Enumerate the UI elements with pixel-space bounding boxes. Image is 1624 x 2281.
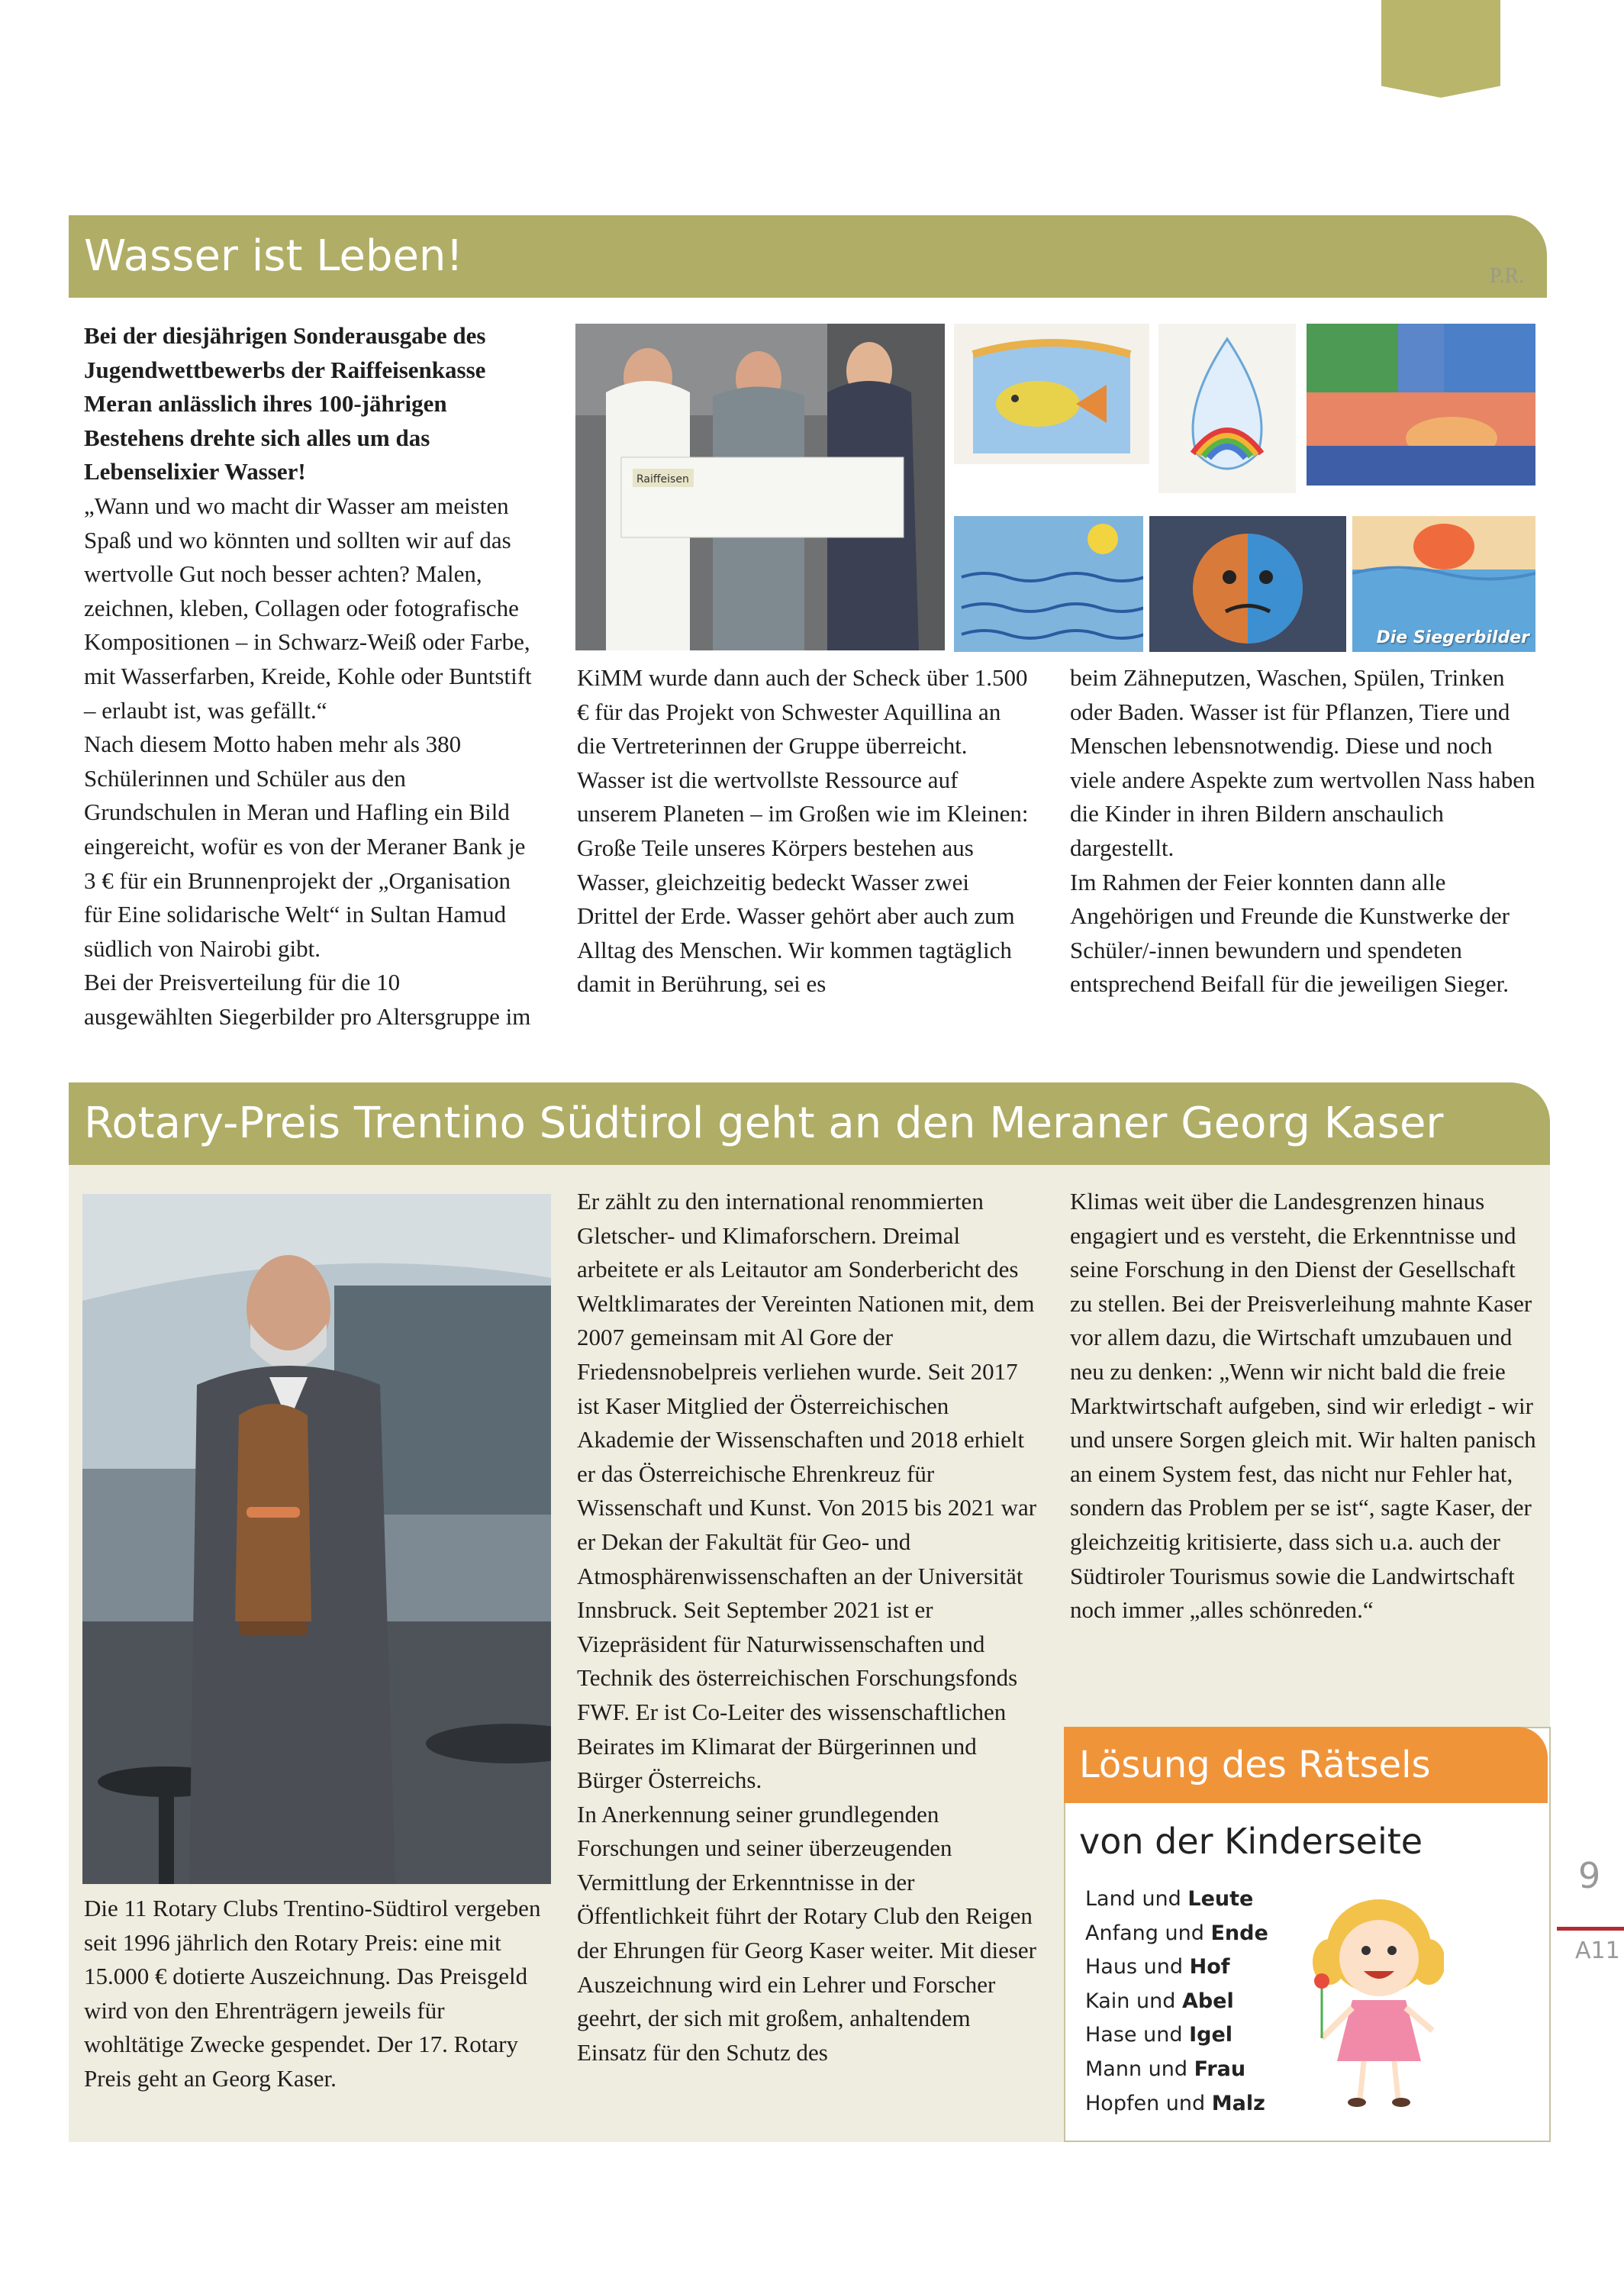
paragraph: „Wann und wo macht dir Wasser am meisten Spaß und wo könnten und sollten wir auf das wertvolle Gut noch besser achten? Malen, zeichnen, kleben, Collagen oder fotografische Kompositionen – in Schwarz-Weiß oder Farbe, mit Wasserfarben, Kreide, Kohle oder Buntstift – erlaubt ist, was gefällt.“: [84, 492, 532, 724]
article-title: Rotary-Preis Trentino Südtirol geht an den Meraner Georg Kaser: [84, 1099, 1444, 1148]
page-code: A11: [1575, 1937, 1620, 1964]
author-initials: P.R.: [1490, 264, 1525, 288]
paragraph: Im Rahmen der Feier konnten dann alle Angehörigen und Freunde die Kunstwerke der Schüler/-innen bewundern und spendeten entsprechend Beifall für die jeweiligen Sieger.: [1070, 868, 1510, 998]
solution-pair: Anfang und Ende: [1085, 1921, 1268, 1945]
girl-illustration: [1307, 1886, 1444, 2115]
article1-column-2: [577, 661, 1032, 1002]
paragraph: In Anerkennung seiner grundlegenden Forschungen und seiner überzeugenden Vermittlung der Erkenntnisse in der Öffentlichkeit führt der Rotary Club den Reigen der Ehrungen für Georg Kaser weiter. Mit dieser Auszeichnung wird ein Lehrer und Forscher geehrt, der sich mit großem, anhaltendem Einsatz für den Schutz des: [577, 1800, 1037, 2066]
solution-pair: Land und Leute: [1085, 1887, 1254, 1911]
article1-column-3: [1070, 661, 1543, 1002]
solution-pair: Hase und Igel: [1085, 2023, 1233, 2047]
paragraph: KiMM wurde dann auch der Scheck über 1.500 € für das Projekt von Schwester Aquillina an die Vertreterinnen der Gruppe überreicht.: [577, 664, 1028, 760]
solution-pair: Mann und Frau: [1085, 2057, 1246, 2081]
paragraph: Nach diesem Motto haben mehr als 380 Schülerinnen und Schüler aus den Grundschulen in Meran und Hafling ein Bild eingereicht, wofür es von der Meraner Bank je 3 € für ein Brunnenprojekt der „Organisation für Eine solidarische Welt“ in Sultan Hamud südlich von Nairobi gibt.: [84, 731, 526, 962]
paragraph: Er zählt zu den international renommierten Gletscher- und Klimaforschern. Dreimal arbeitete er als Leitautor am Sonderbericht des Weltklimarates der Vereinten Nationen mit, dem 2007 gemeinsam mit Al Gore der Friedensnobelpreis verliehen wurde. Seit 2017 ist Kaser Mitglied der Österreichischen Akademie der Wissenschaften und 2018 erhielt er das Österreichische Ehrenkreuz für Wissenschaft und Kunst. Von 2015 bis 2021 war er Dekan der Fakultät für Geo- und Atmosphärenwissenschaften an der Universität Innsbruck. Seit September 2021 ist er Vizepräsident für Naturwissenschaften und Technik des österreichischen Forschungsfonds FWF. Er ist Co-Leiter des wissenschaftlichen Beirates im Klimarat der Bürgerinnen und Bürger Österreichs.: [577, 1188, 1037, 1794]
cheque-label: Raiffeisen: [636, 473, 689, 486]
drawing-rainbow-drop: [1158, 324, 1296, 493]
paragraph: Klimas weit über die Landesgrenzen hinaus engagiert und es versteht, die Erkenntnisse und seine Forschung in den Dienst der Gesellschaft zu stellen. Bei der Preisverleihung mahnte Kaser vor allem dazu, die Wirtschaft umzubauen und neu zu denken: „Wenn wir nicht bald die freie Marktwirtschaft aufgeben, sind wir erledigt - wir und unsere Sorgen gleich mit. Wir halten panisch an einem System fest, das nicht nur Fehler hat, sondern das Problem per se ist“, sagte Kaser, der gleichzeitig kritisierte, dass sich u.a. auch der Südtiroler Tourismus sowie die Landwirtschaft noch immer „alles schönreden.“: [1070, 1188, 1536, 1624]
article1-column-1: [84, 319, 534, 1034]
paragraph: Die 11 Rotary Clubs Trentino-Südtirol vergeben seit 1996 jährlich den Rotary Preis: eine mit 15.000 € dotierte Auszeichnung. Das Preisgeld wird von den Ehrenträgern jeweils für wohltätige Zwecke gespendet. Der 17. Rotary Preis geht an Georg Kaser.: [84, 1895, 541, 2092]
drawing-sunset-sea: [1352, 516, 1535, 652]
page-tab-marker: [1381, 0, 1500, 98]
photo-cheque-handover: [575, 324, 945, 650]
raetsel-subtitle: von der Kinderseite: [1079, 1821, 1423, 1862]
article-title: Wasser ist Leben!: [84, 231, 463, 281]
photo-georg-kaser: [82, 1194, 551, 1884]
section-header-wasser: [69, 215, 1547, 298]
gallery-caption: Die Siegerbilder: [1376, 628, 1529, 647]
drawing-earth-face: [1149, 516, 1346, 652]
drawing-sunset-landscape: [1307, 324, 1535, 486]
article2-column-3: [1070, 1185, 1539, 1628]
article-lead: Bei der diesjährigen Sonderausgabe des Jugendwettbewerbs der Raiffeisenkasse Meran anlässlich ihres 100-jährigen Bestehens drehte sich alles um das Lebenselixier Wasser!: [84, 322, 486, 486]
raetsel-subheader: [1064, 1803, 1548, 1879]
solution-pair: Kain und Abel: [1085, 1989, 1234, 2013]
drawing-sea-sun: [954, 516, 1143, 652]
article2-column-2: [577, 1185, 1039, 2070]
raetsel-header: [1064, 1727, 1548, 1803]
raetsel-solutions: [1085, 1883, 1268, 2121]
raetsel-title: Lösung des Rätsels: [1079, 1744, 1431, 1786]
section-header-rotary: [69, 1082, 1550, 1165]
article2-column-1: [84, 1892, 542, 2096]
paragraph: Bei der Preisverteilung für die 10 ausgewählten Siegerbilder pro Altersgruppe im: [84, 969, 531, 1030]
solution-pair: Haus und Hof: [1085, 1955, 1230, 1979]
paragraph: beim Zähneputzen, Waschen, Spülen, Trinken oder Baden. Wasser ist für Pflanzen, Tiere und Menschen lebensnotwendig. Diese und noch viele andere Aspekte zum wertvollen Nass haben die Kinder in ihren Bildern anschaulich dargestellt.: [1070, 664, 1535, 861]
page-number: 9: [1578, 1855, 1601, 1896]
solution-pair: Hopfen und Malz: [1085, 2091, 1265, 2115]
page-number-rule: [1557, 1927, 1624, 1931]
drawing-fish: [954, 324, 1149, 464]
paragraph: Wasser ist die wertvollste Ressource auf unserem Planeten – im Großen wie im Kleinen: Große Teile unseres Körpers bestehen aus Wasser, gleichzeitig bedeckt Wasser zwei Drittel der Erde. Wasser gehört aber auch zum Alltag des Menschen. Wir kommen tagtäglich damit in Berührung, sei es: [577, 766, 1029, 998]
